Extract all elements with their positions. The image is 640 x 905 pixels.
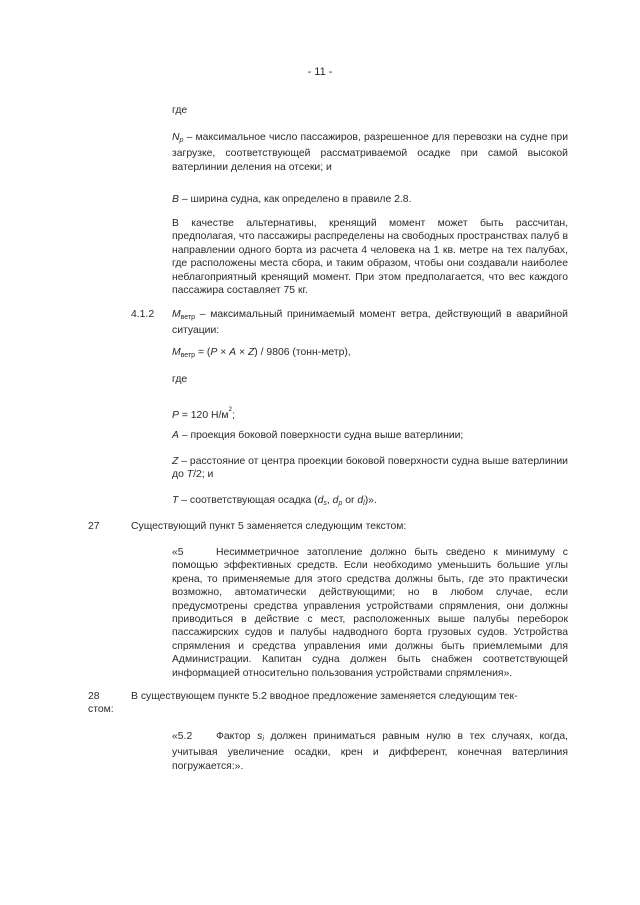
m-sub: ветр	[180, 314, 196, 321]
alternative-paragraph: В качестве альтернативы, кренящий момент может быть рассчитан, предполагая, что пассажиры распределены на свободных пространствах палуб в направлении одного борта из расчета 4 человека на 1 кв. метре на тех палубах, где расположены места сбора, и таким образом, чтобы они создавали наиболее неблагоприятный кренящий момент. При этом предполагается, что вес каждого пассажира составляет 75 кг.	[172, 218, 568, 297]
b-var: B	[172, 194, 179, 205]
z-text: – расстояние от центра проекции боковой поверхности судна выше ватерлинии до	[172, 456, 568, 481]
t-d2: d	[332, 495, 339, 506]
item-27-number: 27	[88, 521, 100, 532]
quote-5-number: «5	[172, 547, 184, 558]
a-text: – проекция боковой поверхности судна выше ватерлинии;	[178, 430, 464, 441]
item-28-number: 28	[88, 691, 100, 702]
t-c1: ,	[326, 495, 333, 506]
np-text: – максимальное число пассажиров, разрешенное для перевозки на судне при загрузке, соответствующей рассматриваемой осадке при самой высокой ватерлинии деления на отсеки; и	[172, 132, 568, 173]
p-eq: = 120 Н/м	[178, 410, 229, 421]
formula-m-var: M	[172, 347, 181, 358]
t-end: )».	[364, 495, 377, 506]
t-var: T	[172, 495, 179, 506]
formula-p: P	[210, 347, 218, 358]
b-text: – ширина судна, как определено в правиле 2.8.	[178, 194, 412, 205]
formula-m-sub: ветр	[180, 352, 196, 359]
item-412-text	[172, 308, 568, 338]
p-sup: 2	[228, 406, 233, 413]
p-var: P	[172, 410, 179, 421]
page-number: - 11 -	[307, 66, 333, 78]
np-definition	[172, 131, 568, 174]
m-var: M	[172, 309, 181, 320]
formula-rest: ) / 9806 (тонн-метр),	[254, 347, 351, 358]
formula-eq: = (	[195, 347, 211, 358]
z-end: /2; и	[193, 469, 214, 481]
formula-a: A	[229, 347, 237, 358]
p-definition	[172, 403, 568, 422]
item-28-quote	[172, 730, 568, 773]
np-sub: p	[179, 137, 184, 144]
t-text: – соответствующая осадка (	[178, 495, 318, 506]
z-var: Z	[172, 456, 179, 467]
t-d3: d	[357, 495, 364, 506]
item-412-number: 4.1.2	[131, 309, 155, 320]
wind-formula	[172, 346, 568, 362]
quote-52-number: «5.2	[172, 731, 193, 742]
z-definition	[172, 455, 568, 482]
formula-x2: ×	[236, 347, 248, 358]
a-var: A	[172, 430, 179, 441]
quote-52-text: должен приниматься равным нулю в тех случаях, когда, учитывая увеличение осадки, крен и дифферент, конечная ватерлиния погружается:».	[172, 731, 568, 772]
formula-z: Z	[247, 347, 255, 358]
t-s3: l	[363, 500, 365, 507]
t-definition	[172, 494, 568, 510]
quote-5-text: Несимметричное затопление должно быть сведено к минимуму с помощью эффективных средств. Если необходимо уменьшить большие углы крена, то применяемые для этого средства должны быть, где это практически возможно, автоматически действующими; но в любом случае, если предусмотрены средства управления устройствами спрямления, они должны приводиться в действие с мест, расположенных выше палубы переборок пассажирских судов и палубы надводного борта грузовых судов. Устройства спрямления и средства управления ими должны быть приемлемыми для Администрации. Капитан судна должен быть снабжен соответствующей информацией относительно пользования устройствами спрямления».	[172, 547, 568, 679]
t-d1: d	[317, 495, 324, 506]
item-27-intro: Существующий пункт 5 заменяется следующим текстом:	[131, 521, 407, 532]
si-var: s	[257, 731, 263, 742]
item-28-line1: В существующем пункте 5.2 вводное предложение заменяется следующим тек-	[131, 691, 518, 702]
item-412-body: – максимальный принимаемый момент ветра, действующий в аварийной ситуации:	[172, 309, 568, 337]
where-label-1: где	[172, 105, 188, 116]
t-s1: s	[323, 500, 327, 507]
z-t-var: T	[186, 469, 194, 481]
b-definition	[172, 193, 568, 206]
np-var: N	[172, 132, 180, 143]
a-definition	[172, 429, 568, 442]
t-s2: p	[338, 500, 343, 507]
where-label-2: где	[172, 374, 188, 385]
item-27-quote	[172, 546, 568, 680]
item-28-line2: стом:	[88, 704, 114, 715]
si-sub: i	[262, 736, 264, 743]
quote-52-pre: Фактор	[216, 731, 258, 742]
t-or: or	[342, 495, 358, 506]
formula-x1: ×	[217, 347, 230, 358]
p-end: ;	[232, 410, 236, 421]
